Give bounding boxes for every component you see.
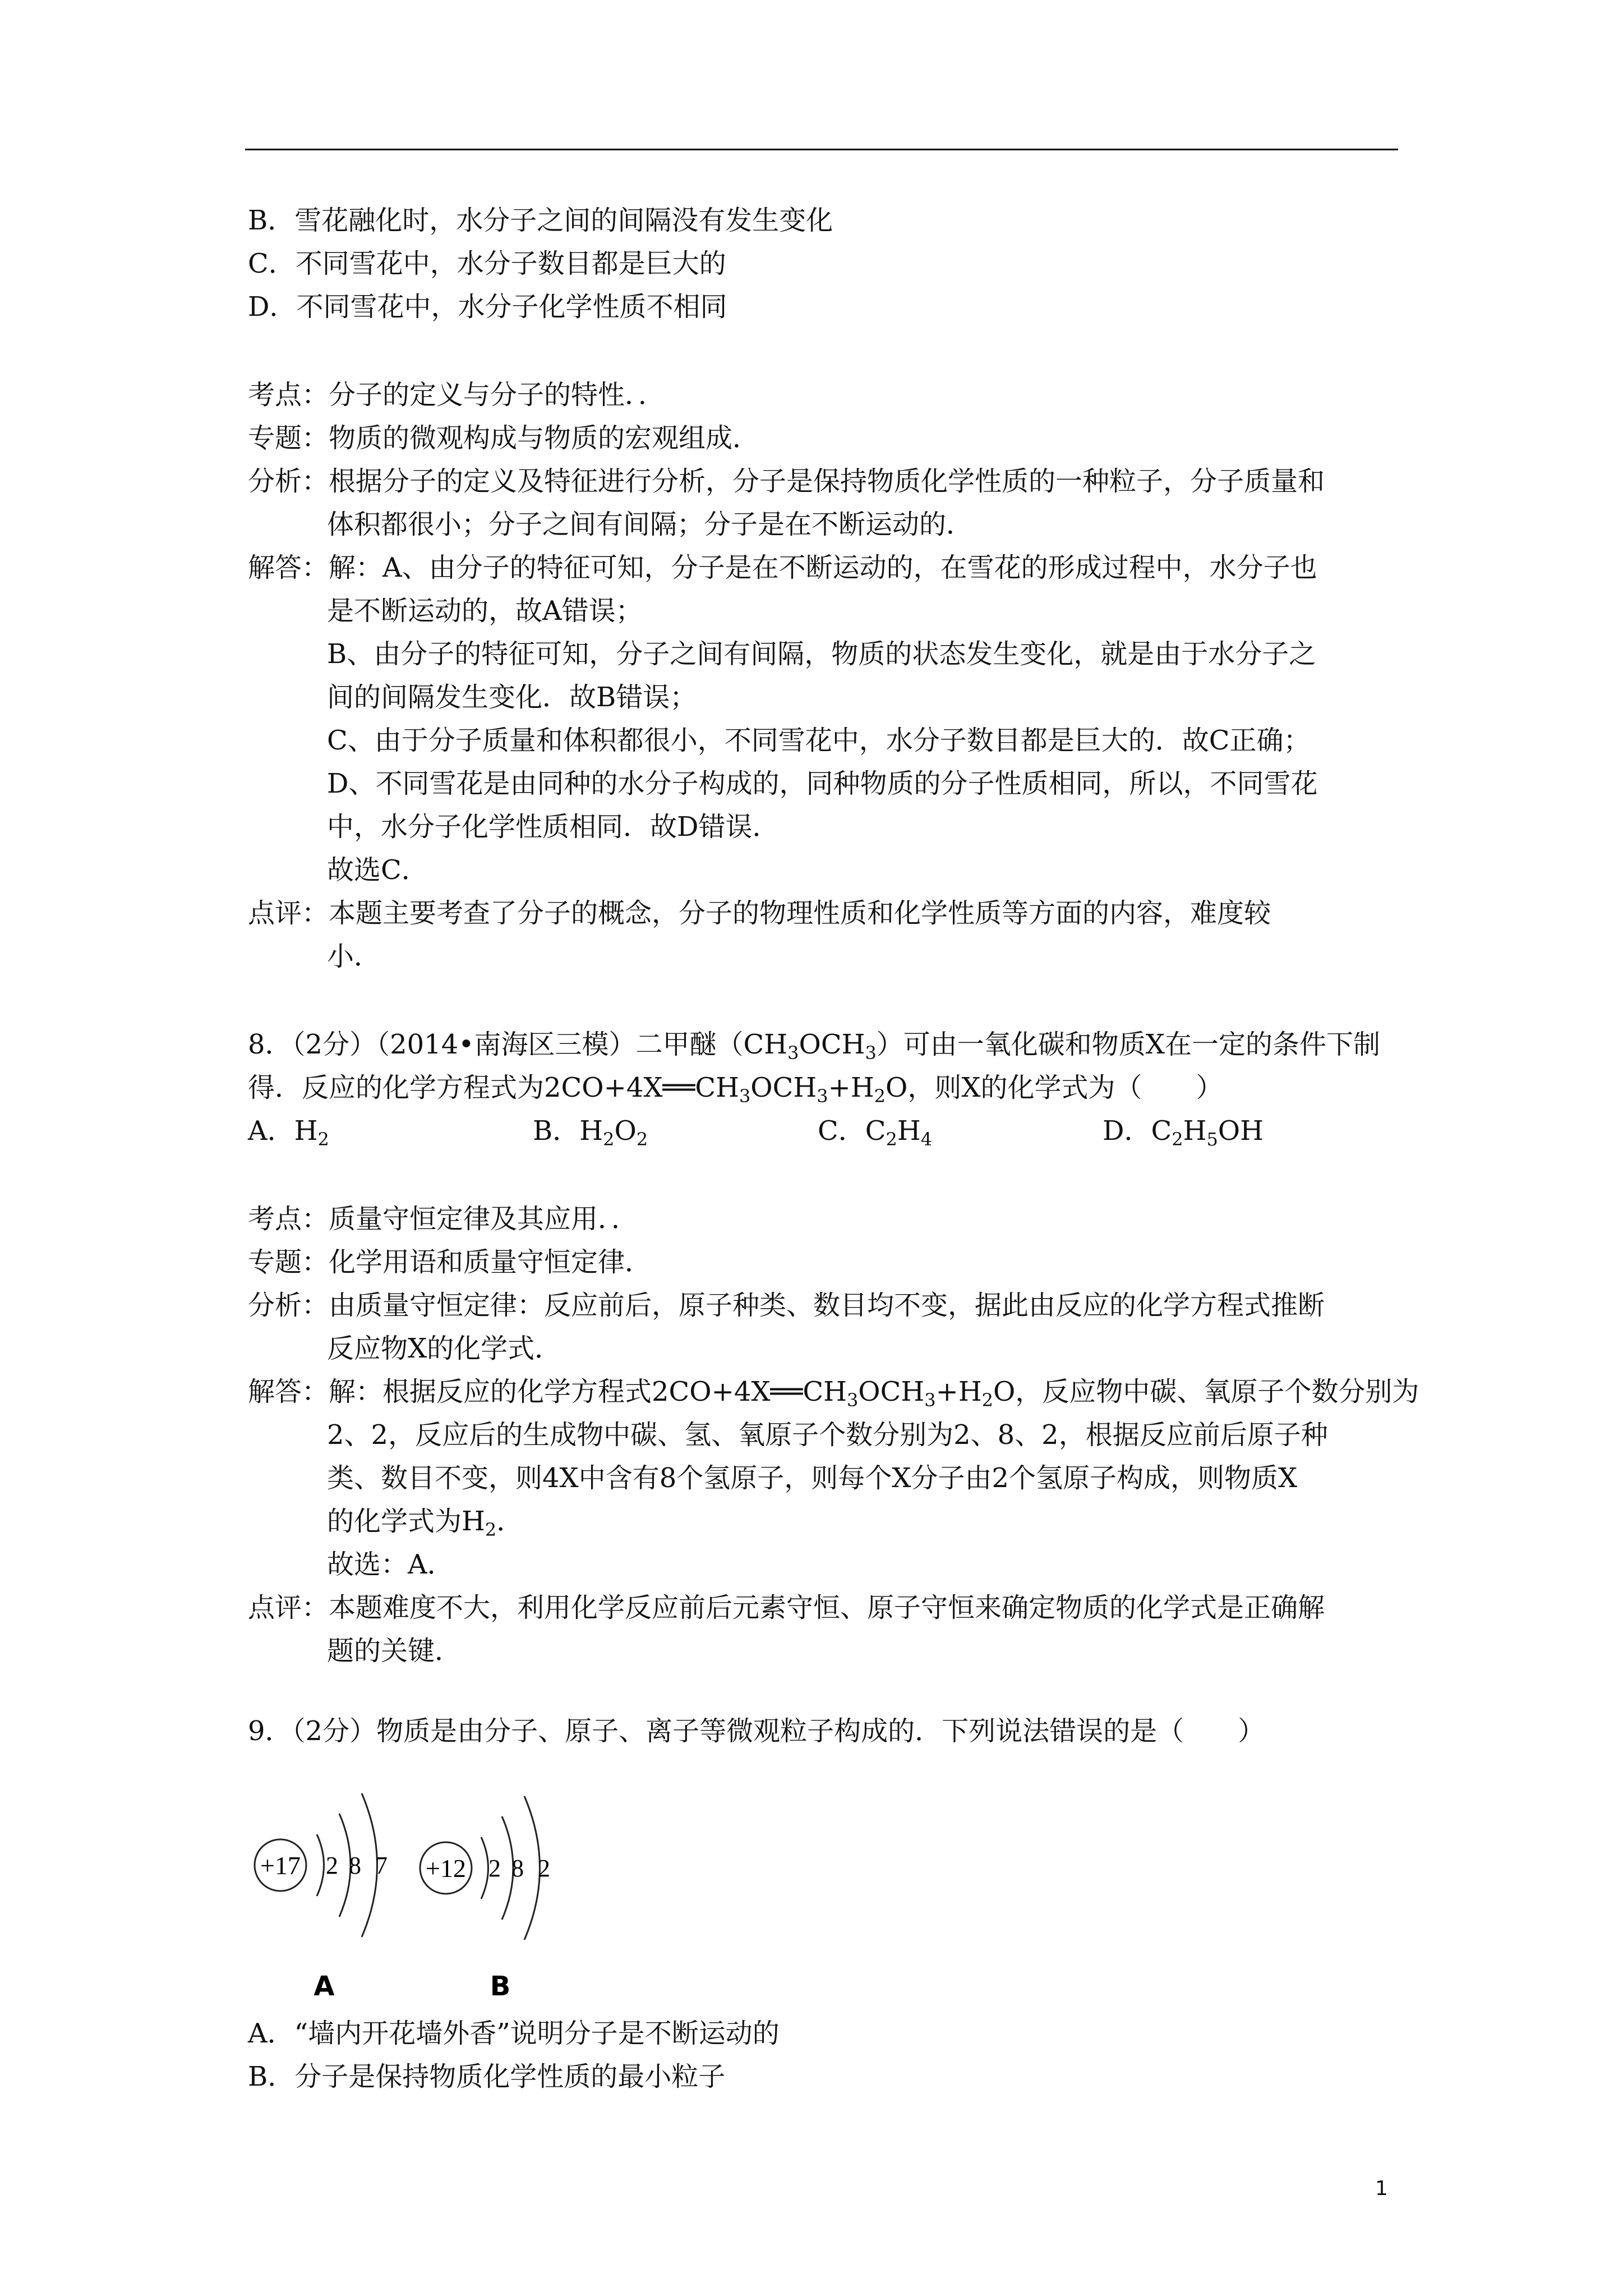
q8-stem-line-2: 得．反应的化学方程式为$2CO+4X══CH_3OCH_3+H_2O$，则X的化学式为（ ） <box>248 1072 1223 1107</box>
shell-b-electrons-2: 8 <box>511 1855 524 1882</box>
q7-kaodian: 考点：分子的定义与分子的特性．． <box>248 379 666 411</box>
atom-diagram-b <box>420 1796 550 2002</box>
q8-option-a: A．$H_2$ <box>248 1115 329 1150</box>
atom-diagram-a <box>255 1793 388 2002</box>
shell-a-electrons-1: 2 <box>326 1852 338 1879</box>
shell-a-1 <box>317 1834 324 1896</box>
q8-zhuanti: 专题：化学用语和质量守恒定律． <box>248 1246 652 1278</box>
q7-dianping-line-1: 点评：本题主要考查了分子的概念，分子的物理性质和化学性质等方面的内容，难度较 <box>248 898 1271 929</box>
nucleus-a-charge: +17 <box>260 1851 301 1880</box>
q8-jieda-line-3: 类、数目不变，则4X中含有8个氢原子，则每个X分子由2个氢原子构成，则物质X <box>327 1462 1298 1494</box>
shell-a-electrons-2: 8 <box>349 1852 361 1879</box>
q9-stem: 9．（2分）物质是由分子、原子、离子等微观粒子构成的．下列说法错误的是（ ） <box>248 1715 1265 1747</box>
q7-jieda-line-1: 解答：解：A、由分子的特征可知，分子是在不断运动的，在雪花的形成过程中，水分子也 <box>248 552 1317 583</box>
q8-option-b: B．$H_2O_2$ <box>533 1115 648 1150</box>
q7-fenxi-line-2: 体积都很小；分子之间有间隔；分子是在不断运动的． <box>327 509 974 540</box>
q8-jieda-line-5: 故选：A． <box>327 1549 454 1580</box>
page-number: 1 <box>1375 2177 1388 2200</box>
q7-dianping-line-2: 小． <box>327 941 381 972</box>
q7-jieda-line-8: 故选C． <box>327 854 428 886</box>
header-rule <box>245 149 1398 150</box>
shell-b-electrons-1: 2 <box>488 1855 501 1882</box>
q8-jieda-line-2: 2、2，反应后的生成物中碳、氢、氧原子个数分别为2、8、2，根据反应前后原子种 <box>327 1419 1328 1451</box>
q7-option-b: B．雪花融化时，水分子之间的间隔没有发生变化 <box>248 205 833 236</box>
shell-b-1 <box>481 1837 488 1899</box>
atom-structure-figure <box>247 1770 578 2005</box>
atom-b-label: B <box>490 1971 511 2002</box>
q8-jieda-line-1: 解答：解：根据反应的化学方程式$2CO+4X══CH_3OCH_3+H_2O$，反应物中碳、氧原子个数分别为 <box>248 1376 1419 1411</box>
q7-zhuanti: 专题：物质的微观构成与物质的宏观组成． <box>248 422 760 454</box>
q8-kaodian: 考点：质量守恒定律及其应用．． <box>248 1203 639 1235</box>
q8-option-d: D．$C_2H_5OH$ <box>1103 1115 1264 1150</box>
nucleus-b-charge: +12 <box>426 1854 466 1883</box>
q8-fenxi-line-1: 分析：由质量守恒定律：反应前后，原子种类、数目均不变，据此由反应的化学方程式推断 <box>248 1290 1325 1321</box>
shell-a-electrons-3: 7 <box>375 1852 388 1879</box>
q7-jieda-line-4: 间的间隔发生变化．故B错误； <box>327 682 697 713</box>
q7-option-c: C．不同雪花中，水分子数目都是巨大的 <box>248 248 726 279</box>
q7-jieda-line-6: D、不同雪花是由同种的水分子构成的，同种物质的分子性质相同，所以，不同雪花 <box>327 768 1318 799</box>
q7-jieda-line-5: C、由于分子质量和体积都很小，不同雪花中，水分子数目都是巨大的．故C正确； <box>327 725 1311 756</box>
q7-jieda-line-2: 是不断运动的，故A错误； <box>327 595 643 627</box>
q8-option-c: C．$C_2H_4$ <box>818 1115 933 1150</box>
q8-jieda-line-4: 的化学式为$H_2$． <box>327 1506 524 1540</box>
q9-option-b: B．分子是保持物质化学性质的最小粒子 <box>248 2061 726 2092</box>
q8-dianping-line-2: 题的关键． <box>327 1635 462 1667</box>
q8-stem-line-1: 8．（2分）（2014•南海区三模）二甲醚$(CH_3OCH_3)$可由一氧化碳和物质X在一定的条件下制 <box>248 1029 1380 1064</box>
q7-fenxi-line-1: 分析：根据分子的定义及特征进行分析，分子是保持物质化学性质的一种粒子，分子质量和 <box>248 466 1325 497</box>
q9-option-a: A．“墙内开花墙外香”说明分子是不断运动的 <box>248 2018 780 2049</box>
q8-dianping-line-1: 点评：本题难度不大，利用化学反应前后元素守恒、原子守恒来确定物质的化学式是正确解 <box>248 1592 1325 1623</box>
q7-option-d: D．不同雪花中，水分子化学性质不相同 <box>248 291 727 323</box>
q7-jieda-line-7: 中，水分子化学性质相同．故D错误． <box>327 811 780 843</box>
atom-a-label: A <box>313 1971 335 2002</box>
shell-b-electrons-3: 2 <box>538 1855 550 1882</box>
q7-jieda-line-3: B、由分子的特征可知，分子之间有间隔，物质的状态发生变化，就是由于水分子之 <box>327 638 1316 670</box>
q8-fenxi-line-2: 反应物X的化学式． <box>327 1333 562 1364</box>
